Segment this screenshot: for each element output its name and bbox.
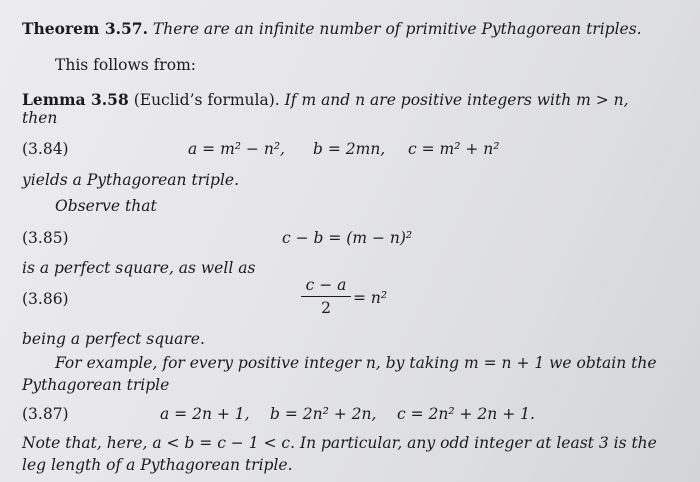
equation-3-86-rhs: = n²: [353, 289, 388, 307]
lemma-name: (Euclid’s formula).: [133, 91, 280, 109]
equation-number-3-84: (3.84): [22, 140, 69, 158]
theorem-statement: [22, 19, 642, 39]
equation-3-84-a: a = m² − n²,: [188, 140, 285, 158]
lemma-statement: [22, 90, 629, 110]
equation-number-3-86: (3.86): [22, 290, 69, 308]
perfect-square-text: is a perfect square, as well as: [22, 259, 256, 277]
equation-3-86-fraction: [301, 276, 351, 317]
lemma-label: Lemma 3.58: [22, 90, 129, 109]
being-text: being a perfect square.: [22, 330, 205, 348]
fraction-numerator: c − a: [305, 276, 347, 294]
yields-text: yields a Pythagorean triple.: [22, 171, 240, 189]
observe-text: Observe that: [55, 197, 157, 215]
theorem-label: Theorem 3.57.: [22, 19, 148, 38]
equation-3-87-c: c = 2n² + 2n + 1.: [397, 405, 535, 423]
equation-number-3-87: (3.87): [22, 405, 69, 423]
note-line2: leg length of a Pythagorean triple.: [22, 456, 293, 474]
equation-3-84-b: b = 2mn,: [313, 140, 386, 158]
equation-number-3-85: (3.85): [22, 229, 69, 247]
equation-3-87-b: b = 2n² + 2n,: [270, 405, 377, 423]
follows-text: This follows from:: [55, 56, 197, 74]
equation-3-85: c − b = (m − n)²: [282, 229, 413, 247]
example-line1: For example, for every positive integer n, by taking m = n + 1 we obtain the: [55, 354, 657, 372]
equation-3-87-a: a = 2n + 1,: [160, 405, 250, 423]
fraction-denominator: 2: [321, 299, 331, 317]
example-line2: Pythagorean triple: [22, 376, 170, 394]
fraction-bar: [301, 296, 351, 297]
theorem-text: There are an infinite number of primitive Pythagorean triples.: [152, 20, 642, 38]
note-line1: Note that, here, a < b = c − 1 < c. In particular, any odd integer at least 3 is the: [22, 434, 657, 452]
lemma-text-line2: then: [22, 109, 58, 127]
lemma-text-line1: If m and n are positive integers with m > n,: [284, 91, 629, 109]
equation-3-84-c: c = m² + n²: [408, 140, 500, 158]
